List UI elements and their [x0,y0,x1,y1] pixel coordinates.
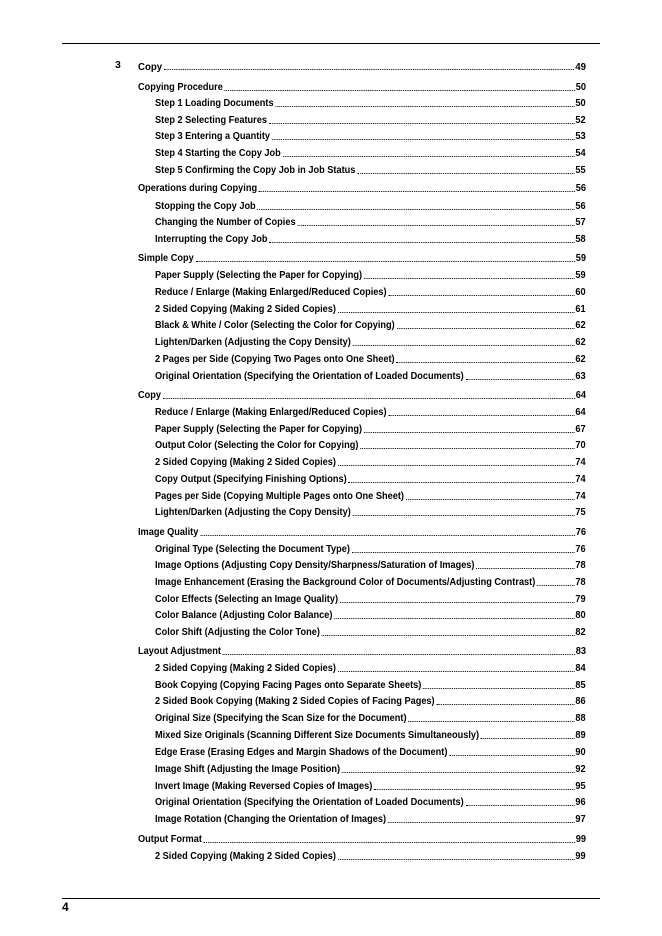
toc-subsection-entry[interactable] [155,285,586,299]
toc-entry-title: Paper Supply (Selecting the Paper for Copying) [155,270,363,281]
toc-entry-title: Original Size (Specifying the Scan Size for the Document) [155,713,407,724]
toc-subsection-entry[interactable] [155,489,586,503]
dot-leader [466,379,575,380]
toc-entry-title: Lighten/Darken (Adjusting the Copy Density) [155,337,351,348]
toc-entry-page: 56 [575,183,587,194]
toc-subsection-entry[interactable] [155,711,586,725]
toc-subsection-entry[interactable] [155,849,586,863]
toc-subsection-entry[interactable] [155,625,586,639]
toc-subsection-entry[interactable] [155,608,586,622]
toc-entry-title: Image Rotation (Changing the Orientation of Images) [155,814,387,825]
toc-entry-page: 61 [575,304,586,315]
toc-entry-page: 97 [575,814,586,825]
toc-entry-page: 76 [575,527,587,538]
toc-subsection-entry[interactable] [155,318,586,332]
toc-entry-title: 2 Sided Copying (Making 2 Sided Copies) [155,457,336,468]
toc-subsection-entry[interactable] [155,472,586,486]
toc-entry-page: 89 [575,730,586,741]
toc-subsection-entry[interactable] [155,146,586,160]
toc-entry-title: Step 3 Entering a Quantity [155,131,271,142]
dot-leader [476,568,574,569]
toc-subsection-entry[interactable] [155,96,586,110]
toc-entry-page: 62 [575,354,586,365]
dot-leader [334,618,574,619]
dot-leader [164,69,574,70]
toc-subsection-entry[interactable] [155,455,586,469]
toc-entry-page: 60 [575,287,586,298]
dot-leader [364,432,575,433]
toc-subsection-entry[interactable] [155,505,586,519]
toc-subsection-entry[interactable] [155,728,586,742]
toc-section-entry[interactable] [138,832,586,846]
toc-entry-page: 52 [575,115,586,126]
header-rule [62,43,600,44]
toc-subsection-entry[interactable] [155,558,586,572]
toc-entry-title: Stopping the Copy Job [155,201,256,212]
toc-entry-title: Original Orientation (Specifying the Orientation of Loaded Documents) [155,371,464,382]
toc-subsection-entry[interactable] [155,422,586,436]
dot-leader [397,328,575,329]
toc-subsection-entry[interactable] [155,694,586,708]
dot-leader [353,515,575,516]
toc-entry-page: 84 [575,663,586,674]
dot-leader [449,755,574,756]
toc-entry-page: 70 [575,440,586,451]
toc-entry-title: Image Options (Adjusting Copy Density/Sharpness/Saturation of Images) [155,560,475,571]
toc-section-entry[interactable] [138,644,586,658]
dot-leader [297,225,574,226]
dot-leader [322,635,575,636]
toc-entry-title: Book Copying (Copying Facing Pages onto Separate Sheets) [155,680,422,691]
toc-entry-page: 53 [575,131,586,142]
toc-entry-page: 90 [575,747,586,758]
dot-leader [364,278,575,279]
toc-entry-page: 83 [575,646,587,657]
toc-entry-title: Lighten/Darken (Adjusting the Copy Density) [155,507,351,518]
dot-leader [406,499,575,500]
toc-subsection-entry[interactable] [155,678,586,692]
toc-entry-page: 58 [575,234,586,245]
page-number: 4 [62,900,69,914]
toc-entry-title: Operations during Copying [138,183,258,194]
toc-entry-title: Color Shift (Adjusting the Color Tone) [155,627,320,638]
toc-entry-page: 96 [575,797,586,808]
chapter-number: 3 [115,59,121,71]
toc-entry-page: 59 [575,253,587,264]
toc-entry-title: Black & White / Color (Selecting the Color for Copying) [155,320,395,331]
dot-leader [196,261,575,262]
toc-subsection-entry[interactable] [155,779,586,793]
toc-entry-title: Color Balance (Adjusting Color Balance) [155,610,333,621]
toc-entry-page: 59 [575,270,586,281]
toc-chapter-entry[interactable] [138,59,586,73]
toc-entry-page: 54 [575,148,586,159]
toc-entry-page: 62 [575,320,586,331]
dot-leader [353,345,575,346]
toc-subsection-entry[interactable] [155,268,586,282]
toc-subsection-entry[interactable] [155,113,586,127]
dot-leader [408,721,574,722]
toc-entry-title: Copy [138,390,161,401]
toc-entry-title: Original Orientation (Specifying the Orientation of Loaded Documents) [155,797,464,808]
dot-leader [423,688,574,689]
toc-entry-title: Changing the Number of Copies [155,217,296,228]
toc-entry-title: Invert Image (Making Reversed Copies of Images) [155,781,373,792]
dot-leader [338,859,575,860]
dot-leader [396,362,574,363]
toc-subsection-entry[interactable] [155,163,586,177]
dot-leader [223,654,575,655]
toc-entry-page: 88 [575,713,586,724]
toc-entry-page: 63 [575,371,586,382]
toc-entry-title: Image Shift (Adjusting the Image Position) [155,764,341,775]
toc-entry-page: 92 [575,764,586,775]
toc-entry-title: Copy Output (Specifying Finishing Options) [155,474,347,485]
dot-leader [269,242,574,243]
dot-leader [481,738,574,739]
toc-entry-page: 79 [575,594,586,605]
toc-entry-title: Layout Adjustment [138,646,221,657]
toc-entry-title: Reduce / Enlarge (Making Enlarged/Reduced Copies) [155,287,387,298]
dot-leader [537,585,574,586]
toc-entry-title: Original Type (Selecting the Document Type) [155,544,350,555]
toc-entry-page: 86 [575,696,586,707]
toc-entry-page: 62 [575,337,586,348]
toc-subsection-entry[interactable] [155,592,586,606]
toc-entry-title: Paper Supply (Selecting the Paper for Copying) [155,424,363,435]
dot-leader [258,209,575,210]
toc-entry-title: Edge Erase (Erasing Edges and Margin Shadows of the Document) [155,747,448,758]
toc-entry-title: Color Effects (Selecting an Image Quality) [155,594,339,605]
toc-entry-page: 50 [575,82,587,93]
toc-entry-title: Copy [138,61,163,73]
toc-entry-page: 49 [575,61,587,73]
toc-subsection-entry[interactable] [155,405,586,419]
footer-rule [62,898,600,899]
toc-subsection-entry[interactable] [155,542,586,556]
dot-leader [388,415,574,416]
toc-subsection-entry[interactable] [155,762,586,776]
dot-leader [225,90,575,91]
toc-entry-page: 64 [575,407,586,418]
toc-entry-title: Step 2 Selecting Features [155,115,267,126]
toc-subsection-entry[interactable] [155,352,586,366]
toc-entry-title: Step 1 Loading Documents [155,98,274,109]
toc-entry-title: 2 Sided Copying (Making 2 Sided Copies) [155,304,336,315]
dot-leader [436,704,574,705]
toc-entry-page: 78 [575,560,586,571]
toc-entry-page: 85 [575,680,586,691]
toc-subsection-entry[interactable] [155,232,586,246]
toc-entry-page: 74 [575,474,586,485]
toc-entry-page: 50 [575,98,586,109]
dot-leader [466,805,575,806]
toc-entry-page: 74 [575,491,586,502]
dot-leader [374,789,574,790]
toc-entry-page: 64 [575,390,587,401]
dot-leader [340,602,575,603]
toc-entry-page: 99 [575,851,586,862]
toc-entry-page: 76 [575,544,586,555]
toc-subsection-entry[interactable] [155,438,586,452]
dot-leader [269,123,575,124]
toc-subsection-entry[interactable] [155,369,586,383]
toc-entry-title: Output Color (Selecting the Color for Copying) [155,440,359,451]
toc-entry-page: 67 [575,424,586,435]
toc-entry-title: Image Enhancement (Erasing the Background Color of Documents/Adjusting Contrast) [155,577,536,588]
toc-entry-title: Pages per Side (Copying Multiple Pages onto One Sheet) [155,491,404,502]
toc-entry-title: Mixed Size Originals (Scanning Different Size Documents Simultaneously) [155,730,480,741]
toc-section-entry[interactable] [138,525,586,539]
toc-entry-title: 2 Sided Copying (Making 2 Sided Copies) [155,851,336,862]
toc-entry-title: Image Quality [138,527,199,538]
toc-subsection-entry[interactable] [155,129,586,143]
dot-leader [338,465,575,466]
toc-entry-title: 2 Sided Book Copying (Making 2 Sided Copies of Facing Pages) [155,696,435,707]
dot-leader [388,822,575,823]
toc-subsection-entry[interactable] [155,302,586,316]
dot-leader [349,482,575,483]
toc-entry-title: Output Format [138,834,202,845]
toc-subsection-entry[interactable] [155,199,586,213]
dot-leader [388,295,574,296]
toc-entry-page: 82 [575,627,586,638]
toc-subsection-entry[interactable] [155,661,586,675]
toc-subsection-entry[interactable] [155,575,586,589]
toc-entry-title: Step 4 Starting the Copy Job [155,148,281,159]
toc-entry-page: 78 [575,577,586,588]
dot-leader [200,535,575,536]
toc-entry-page: 99 [575,834,587,845]
toc-subsection-entry[interactable] [155,812,586,826]
toc-subsection-entry[interactable] [155,215,586,229]
dot-leader [357,173,574,174]
dot-leader [283,156,575,157]
dot-leader [352,552,575,553]
toc-entry-page: 75 [575,507,586,518]
toc-entry-title: Simple Copy [138,253,194,264]
dot-leader [338,312,575,313]
toc-entry-page: 55 [575,165,586,176]
toc-section-entry[interactable] [138,181,586,195]
dot-leader [360,448,574,449]
toc-section-entry[interactable] [138,80,586,94]
toc-entry-title: 2 Sided Copying (Making 2 Sided Copies) [155,663,336,674]
dot-leader [272,139,575,140]
toc-entry-title: Copying Procedure [138,82,223,93]
toc-section-entry[interactable] [138,251,586,265]
toc-subsection-entry[interactable] [155,745,586,759]
toc-entry-title: Reduce / Enlarge (Making Enlarged/Reduced Copies) [155,407,387,418]
toc-subsection-entry[interactable] [155,335,586,349]
toc-entry-page: 95 [575,781,586,792]
dot-leader [204,842,575,843]
toc-entry-title: 2 Pages per Side (Copying Two Pages onto One Sheet) [155,354,395,365]
dot-leader [259,191,575,192]
toc-entry-page: 56 [575,201,586,212]
dot-leader [163,398,575,399]
toc-entry-page: 80 [575,610,586,621]
toc-entry-page: 74 [575,457,586,468]
toc-subsection-entry[interactable] [155,795,586,809]
dot-leader [338,671,575,672]
toc-entry-title: Interrupting the Copy Job [155,234,268,245]
dot-leader [342,772,575,773]
toc-entry-title: Step 5 Confirming the Copy Job in Job Status [155,165,356,176]
toc-section-entry[interactable] [138,388,586,402]
dot-leader [275,106,574,107]
toc-entry-page: 57 [575,217,586,228]
